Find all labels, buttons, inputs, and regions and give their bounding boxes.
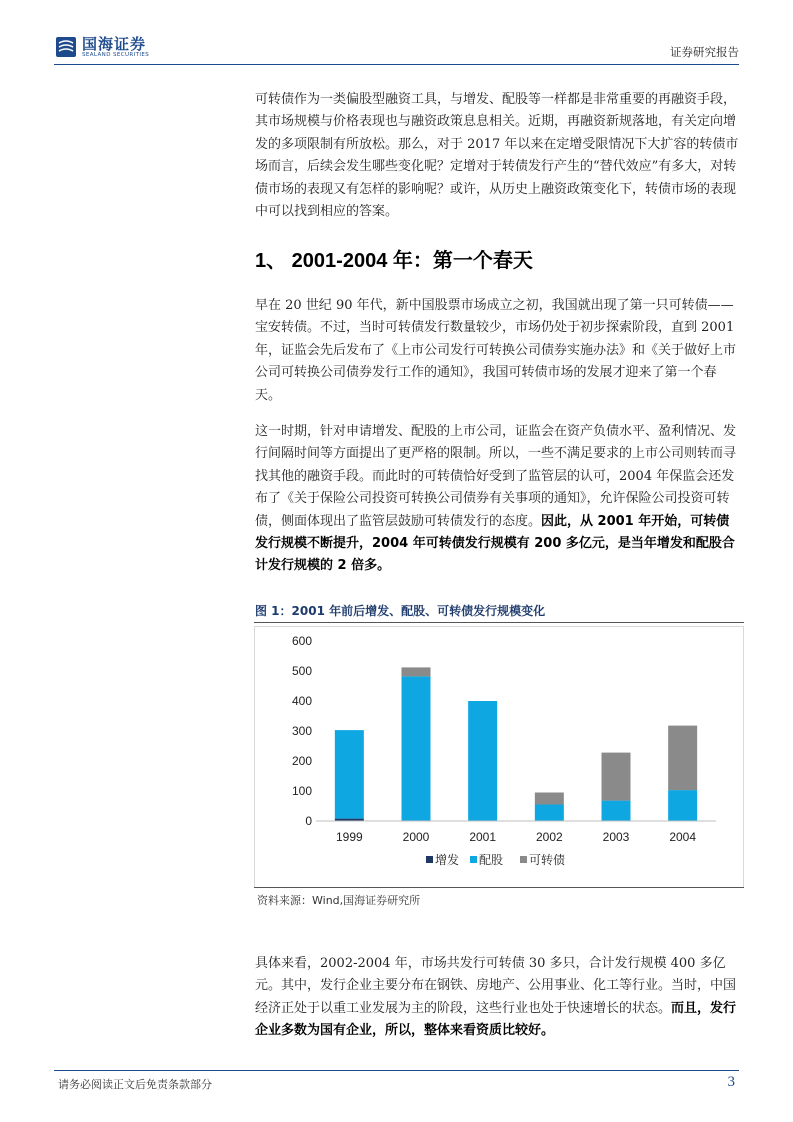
x-tick-label: 2003 <box>602 830 630 844</box>
bar-可转债-2000 <box>402 667 431 676</box>
page-header <box>0 0 793 64</box>
figure-top-rule <box>254 622 744 623</box>
figure-bottom-rule <box>254 887 744 888</box>
sealand-logo-icon <box>55 36 77 58</box>
legend-swatch <box>520 856 527 863</box>
figure-title: 图 1：2001 年前后增发、配股、可转债发行规模变化 <box>255 604 546 618</box>
bar-可转债-2002 <box>535 793 564 805</box>
y-tick-label: 300 <box>291 724 312 738</box>
paragraph-history: 早在 20 世纪 90 年代，新中国股票市场成立之初，我国就出现了第一只可转债——宝安转债。不过，当时可转债发行数量较少，市场仍处于初步探索阶段，直到 2001 年，证监会先后发布了《上市公司发行可转换公司债券实施办法》和《关于做好上市公司可转换公司债券发行工作的通知》，我国可转债市场的发展才迎来了第一个春天。 <box>255 298 737 403</box>
report-type-label: 证券研究报告 <box>670 45 739 59</box>
logo-chinese-text: 国海证券 <box>82 35 147 53</box>
logo-english-text: SEALAND SECURITIES <box>82 52 150 58</box>
x-tick-label: 2000 <box>402 830 430 844</box>
header-divider <box>54 64 739 65</box>
bar-配股-2002 <box>535 805 564 822</box>
legend-swatch <box>426 856 433 863</box>
page-number: 3 <box>727 1074 735 1090</box>
legend-label: 配股 <box>479 853 504 867</box>
legend-label: 增发 <box>435 853 460 867</box>
legend-swatch <box>470 856 477 863</box>
y-tick-label: 400 <box>291 694 312 708</box>
y-tick-label: 0 <box>305 814 312 828</box>
bar-配股-1999 <box>335 730 364 819</box>
bar-chart <box>254 626 744 888</box>
paragraph-regulation-highlight: 因此，从 2001 年开始，可转债发行规模不断提升，2004 年可转债发行规模有 200 多亿元，是当年增发和配股合计发行规模的 2 倍多。 <box>255 513 735 574</box>
footer-disclaimer: 请务必阅读正文后免责条款部分 <box>58 1078 212 1091</box>
paragraph-issuers-highlight: 而且，发行企业多数为国有企业，所以，整体来看资质比较好。 <box>255 1000 737 1039</box>
section-title: 1、 2001-2004 年：第一个春天 <box>255 250 533 272</box>
bar-配股-2001 <box>468 701 497 821</box>
bar-配股-2003 <box>602 801 631 821</box>
y-tick-label: 500 <box>291 664 312 678</box>
x-tick-label: 1999 <box>335 830 363 844</box>
bar-可转债-2003 <box>602 753 631 801</box>
paragraph-issuers <box>255 953 739 1043</box>
x-tick-label: 2004 <box>669 830 697 844</box>
y-tick-label: 200 <box>291 754 312 768</box>
paragraph-regulation <box>255 421 739 578</box>
x-tick-label: 2001 <box>469 830 497 844</box>
y-tick-label: 100 <box>291 784 312 798</box>
bar-可转债-2004 <box>668 726 697 791</box>
footer-divider <box>54 1070 739 1071</box>
chart-legend <box>426 852 565 867</box>
paragraph-regulation-text: 这一时期，针对申请增发、配股的上市公司，证监会在资产负债水平、盈利情况、发行间隔时间等方面提出了更严格的限制。所以，一些不满足要求的上市公司则转而寻找其他的融资手段。而此时的可转债恰好受到了监管层的认可，2004 年保监会还发布了《关于保险公司投资可转换公司债券有关事项的通知》，允许保险公司投资可转债，侧面体现出了监管层鼓励可转债发行的态度。 <box>255 424 737 529</box>
company-logo <box>55 36 149 59</box>
bar-配股-2000 <box>402 676 431 821</box>
legend-label: 可转债 <box>529 853 566 867</box>
figure-source: 资料来源：Wind,国海证券研究所 <box>257 894 421 907</box>
paragraph-issuers-text: 具体来看，2002-2004 年，市场共发行可转债 30 多只，合计发行规模 400 多亿元。其中，发行企业主要分布在钢铁、房地产、公用事业、化工等行业。当时，中国经济正处于以重工业发展为主的阶段，这些行业也处于快速增长的状态。 <box>255 956 737 1016</box>
bar-配股-2004 <box>668 790 697 821</box>
x-tick-label: 2002 <box>535 830 563 844</box>
intro-paragraph: 可转债作为一类偏股型融资工具，与增发、配股等一样都是非常重要的再融资手段，其市场规模与价格表现也与融资政策息息相关。近期，再融资新规落地，有关定向增发的多项限制有所放松。那么，对于 2017 年以来在定增受限情况下大扩容的转债市场而言，后续会发生哪些变化呢？定增对于转债发行产生的“替代效应”有多大，对转债市场的表现又有怎样的影响呢？或许，从历史上融资政策变化下，转债市场的表现中可以找到相应的答案。 <box>255 92 739 220</box>
y-tick-label: 600 <box>291 634 312 648</box>
